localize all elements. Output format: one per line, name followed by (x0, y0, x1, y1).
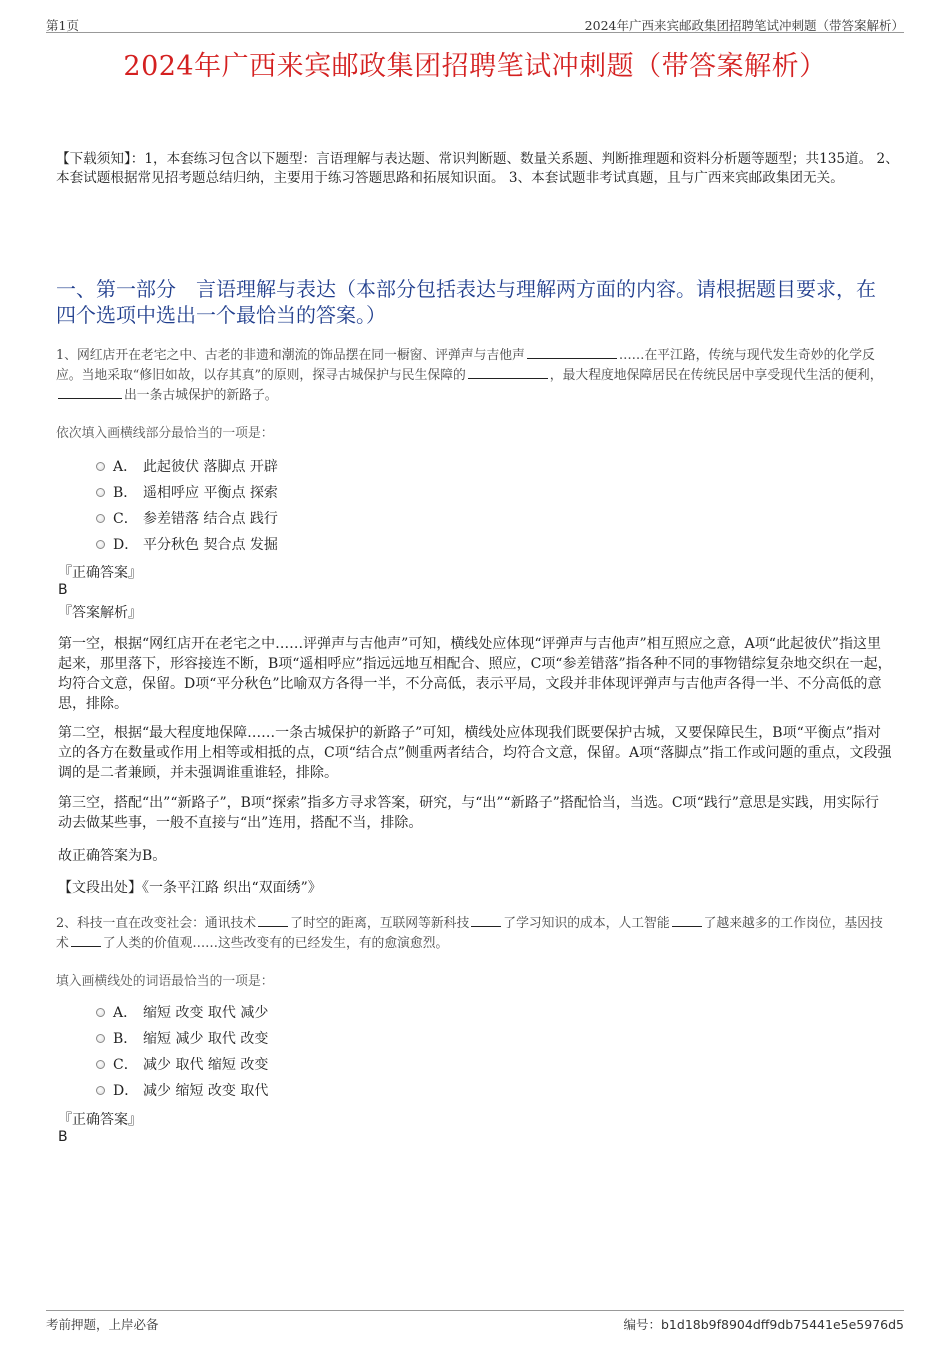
analysis-conclusion: 故正确答案为B。 (58, 848, 167, 864)
option-c[interactable]: C． 减少 取代 缩短 改变 (96, 1051, 268, 1077)
source-note: 【文段出处】《一条平江路 织出“双面绣”》 (58, 880, 322, 896)
question-2-options (96, 999, 268, 1103)
download-notice: 【下载须知】：1，本套练习包含以下题型：言语理解与表达题、常识判断题、数量关系题、判断推理题和资料分析题等题型；共135道。 2、本套试题根据常见招考题总结归纳，主要用于练习答题思路和拓展知识面。 3、本套试题非考试真题，且与广西来宾邮政集团无关。 (56, 151, 899, 186)
option-b[interactable]: B． 遥相呼应 平衡点 探索 (96, 479, 278, 505)
analysis-paragraph: 第二空，根据“最大程度地保障……一条古城保护的新路子”可知，横线处应体现我们既要保护古城，又要保障民生，B项“平衡点”指对立的各方在数量或作用上相等或相抵的点，C项“结合点”侧重两者结合，均符合文意，保留。A项“落脚点”指工作或问题的重点，文段强调的是二者兼顾，并未强调谁重谁轻，排除。 (58, 725, 892, 781)
option-b[interactable]: B． 缩短 减少 取代 改变 (96, 1025, 268, 1051)
answer-label: 『正确答案』 (58, 1112, 142, 1128)
option-d[interactable]: D． 减少 缩短 改变 取代 (96, 1077, 268, 1103)
header-doc-title: 2024年广西来宾邮政集团招聘笔试冲刺题（带答案解析） (584, 18, 904, 33)
answer-value: B (58, 1129, 68, 1145)
page-header (46, 14, 904, 33)
question-2-prompt: 填入画横线处的词语最恰当的一项是： (56, 974, 274, 989)
option-d[interactable]: D． 平分秋色 契合点 发掘 (96, 531, 278, 557)
document-title: 2024年广西来宾邮政集团招聘笔试冲刺题（带答案解析） (123, 51, 827, 82)
question-1-text: 1、网红店开在老宅之中、古老的非遗和潮流的饰品摆在同一橱窗、评弹声与吉他声 ……在平江路，传统与现代发生奇妙的化学反应。当地采取“修旧如故，以存其真”的原则，探寻古城保护与民生保障的 ，最大程度地保障居民在传统民居中享受现代生活的便利，出一条古城保护的新路子。 (56, 348, 883, 403)
answer-label: 『正确答案』 (58, 565, 142, 581)
question-1-options (96, 453, 278, 557)
radio-icon[interactable] (96, 462, 105, 471)
option-c[interactable]: C． 参差错落 结合点 践行 (96, 505, 278, 531)
footer-slogan: 考前押题，上岸必备 (46, 1317, 159, 1332)
document-code: 编号：b1d18b9f8904dff9db75441e5e5976d5 (623, 1317, 904, 1332)
answer-value: B (58, 582, 68, 598)
blank (672, 914, 702, 927)
page-number: 第1页 (46, 18, 79, 33)
blank (527, 346, 617, 359)
blank (258, 914, 288, 927)
page-footer (46, 1310, 904, 1331)
blank (468, 366, 548, 379)
radio-icon[interactable] (96, 1060, 105, 1069)
question-2-text: 2、科技一直在改变社会：通讯技术 了时空的距离，互联网等新科技 了学习知识的成本，人工智能 了越来越多的工作岗位，基因技术 了人类的价值观……这些改变有的已经发生，有的愈演愈烈。 (56, 916, 883, 951)
analysis-paragraph: 第三空，搭配“出”“新路子”，B项“探索”指多方寻求答案，研究，与“出”“新路子”搭配恰当，当选。C项“践行”意思是实践，用实际行动去做某些事，一般不直接与“出”连用，搭配不当，排除。 (58, 795, 879, 831)
option-a[interactable]: A． 此起彼伏 落脚点 开辟 (96, 453, 278, 479)
blank (71, 934, 101, 947)
analysis-label: 『答案解析』 (58, 605, 142, 621)
option-a[interactable]: A． 缩短 改变 取代 减少 (96, 999, 268, 1025)
radio-icon[interactable] (96, 1034, 105, 1043)
radio-icon[interactable] (96, 1008, 105, 1017)
radio-icon[interactable] (96, 540, 105, 549)
section-heading: 一、第一部分 言语理解与表达（本部分包括表达与理解两方面的内容。请根据题目要求，在四个选项中选出一个最恰当的答案。） (56, 277, 876, 327)
blank (58, 386, 122, 399)
radio-icon[interactable] (96, 1086, 105, 1095)
radio-icon[interactable] (96, 514, 105, 523)
analysis-paragraph: 第一空，根据“网红店开在老宅之中……评弹声与吉他声”可知，横线处应体现“评弹声与吉他声”相互照应之意，A项“此起彼伏”指这里起来，那里落下，形容接连不断，B项“遥相呼应”指远远地互相配合、照应，C项“参差错落”指各种不同的事物错综复杂地交织在一起，均符合文意，保留。D项“平分秋色”比喻双方各得一半，不分高低，表示平局，文段并非体现评弹声与吉他声各得一半、不分高低的意思，排除。 (58, 636, 892, 712)
question-1-prompt: 依次填入画横线部分最恰当的一项是： (56, 426, 274, 441)
radio-icon[interactable] (96, 488, 105, 497)
blank (471, 914, 501, 927)
